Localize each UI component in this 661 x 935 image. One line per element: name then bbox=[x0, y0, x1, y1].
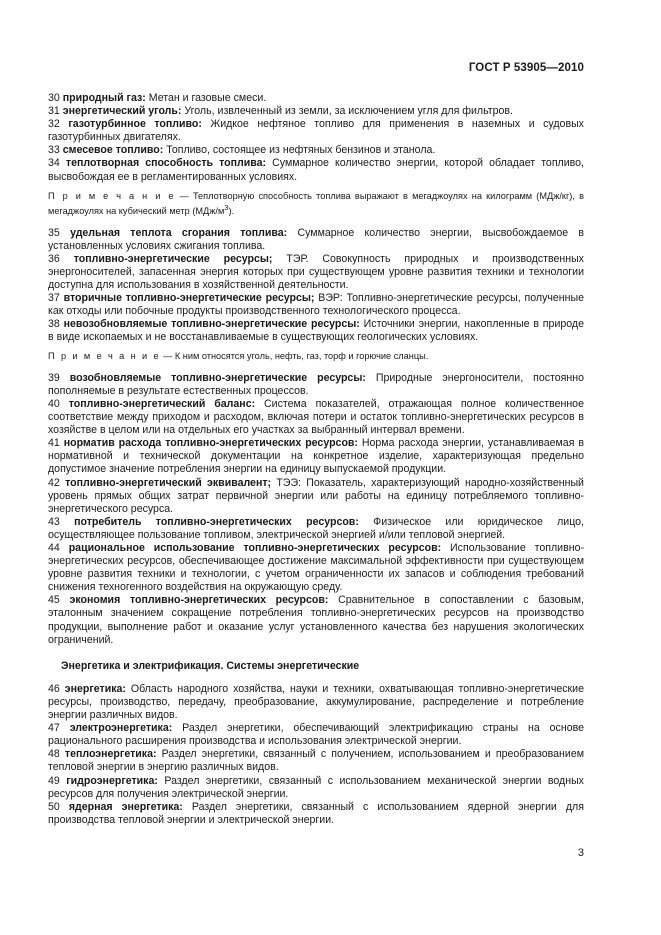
term-definition: Уголь, извлеченный из земли, за исключением угля для фильтров. bbox=[184, 105, 514, 118]
note-label: П р и м е ч а н и е bbox=[48, 351, 161, 362]
note-calorific-value bbox=[48, 191, 584, 218]
term-number: 38 bbox=[48, 318, 60, 331]
term-entry bbox=[48, 516, 584, 542]
term-name: энергетика: bbox=[64, 682, 126, 695]
term-name: природный газ: bbox=[62, 92, 146, 104]
term-name: удельная теплота сгорания топлива: bbox=[70, 226, 288, 239]
term-name: электроэнергетика: bbox=[69, 722, 173, 735]
term-number: 32 bbox=[48, 118, 60, 131]
term-number: 30 bbox=[48, 92, 60, 104]
term-definition: Раздел энергетики, обеспечивающий электрификацию страны на основе рационального расширения производства и использования электрической энергии. bbox=[48, 722, 584, 748]
note-text: — Теплотворную способность топлива выражают в мегаджоулях на килограмм (МДж/кг), в мегаджоулях на кубический метр (МДж/м bbox=[48, 190, 584, 217]
term-number: 49 bbox=[48, 774, 60, 787]
term-definition: Метан и газовые смеси. bbox=[148, 92, 267, 104]
term-list-2 bbox=[48, 227, 584, 345]
term-entry bbox=[48, 398, 584, 437]
term-entry bbox=[48, 748, 584, 774]
term-name: смесевое топливо: bbox=[62, 144, 164, 157]
term-number: 41 bbox=[48, 437, 60, 450]
term-number: 50 bbox=[48, 800, 60, 813]
note-superscript: 3 bbox=[224, 203, 229, 213]
term-definition: ТЭЭ: Показатель, характеризующий народно-хозяйственный уровень прямых общих затрат первичной энергии или работы на единицу потребляемого топливно-энергетического ресурса. bbox=[48, 476, 584, 515]
term-entry bbox=[48, 801, 584, 827]
term-definition: ВЭР: Топливно-энергетические ресурсы, полученные как отходы или побочные продукты производственного технологического процесса. bbox=[48, 292, 585, 318]
term-number: 31 bbox=[48, 105, 60, 118]
term-definition: Сравнительное в сопоставлении с базовым, эталонным значением сокращение потребления топливно-энергетических ресурсов на производство продукции, выполнение работ и оказание услуг установленного качества без нарушения экологических ограничений. bbox=[48, 594, 584, 646]
term-entry bbox=[48, 542, 584, 594]
term-name: вторичные топливно-энергетические ресурсы; bbox=[63, 292, 315, 304]
term-name: невозобновляемые топливно-энергетические ресурсы: bbox=[63, 318, 360, 331]
term-number: 33 bbox=[48, 144, 60, 157]
term-definition: Топливо, состоящее из нефтяных бензинов и этанола. bbox=[166, 144, 436, 157]
term-entry bbox=[48, 477, 584, 516]
term-name: топливно-энергетический эквивалент; bbox=[65, 476, 272, 489]
page-number: 3 bbox=[577, 847, 584, 859]
note-tail: ). bbox=[228, 206, 235, 217]
term-definition: Физическое или юридическое лицо, осуществляющее пользование топливом, электрической энергией и/или тепловой энергией. bbox=[48, 515, 585, 541]
term-definition: Использование топливно-энергетических ресурсов, обеспечивающее достижение максимальной эффективности при существующем уровне развития техники и технологии, с учетом ограниченности их запасов и соблюдения требований снижения техногенного воздействия на окружающую среду. bbox=[48, 542, 584, 594]
term-definition: ТЭР. Совокупность природных и производственных энергоносителей, запасенная энергия которых при существующем уровне развития техники и технологии доступна для использования в хозяйственной деятельности. bbox=[48, 252, 584, 291]
term-number: 43 bbox=[48, 515, 60, 528]
term-number: 46 bbox=[48, 682, 60, 695]
term-list-1 bbox=[48, 92, 584, 184]
term-number: 40 bbox=[48, 397, 60, 410]
term-definition: Система показателей, отражающая полное количественное соответствие между приходом и расходом, включая потери и остаток топливно-энергетических ресурсов в хозяйстве в целом или на отдельных его участках за выбранный интервал времени. bbox=[48, 397, 584, 437]
note-label: П р и м е ч а н и е bbox=[48, 190, 176, 201]
term-definition: Раздел энергетики, связанный с получением, использованием и преобразованием тепловой энергии в энергию различных видов. bbox=[48, 748, 584, 774]
term-number: 44 bbox=[48, 542, 60, 554]
term-number: 45 bbox=[48, 594, 60, 607]
term-entry bbox=[48, 105, 584, 118]
term-entry bbox=[48, 372, 584, 398]
term-entry bbox=[48, 253, 584, 292]
term-entry bbox=[48, 227, 584, 253]
term-definition: Суммарное количество энергии, которой обладает топливо, высвобождая ее в регламентированных условиях. bbox=[48, 157, 584, 183]
term-name: экономия топливно-энергетических ресурсов: bbox=[69, 594, 329, 607]
term-number: 48 bbox=[48, 748, 60, 761]
term-definition: Раздел энергетики, связанный с использованием механической энергии водных ресурсов для получения электрической энергии. bbox=[48, 774, 584, 800]
section-heading: Энергетика и электрификация. Системы энергетические bbox=[61, 659, 360, 672]
document-body bbox=[48, 92, 584, 827]
term-number: 42 bbox=[48, 476, 60, 489]
term-definition: Норма расхода энергии, устанавливаемая в нормативной и технической документации на конкретное изделие, характеризующая предельно допустимое значение потребления энергии на единицу выпускаемой продукции. bbox=[48, 437, 584, 476]
term-definition: Жидкое нефтяное топливо для применения в наземных и судовых газотурбинных двигателях. bbox=[48, 118, 584, 144]
term-entry bbox=[48, 437, 584, 476]
term-number: 37 bbox=[48, 292, 60, 304]
term-name: рациональное использование топливно-энергетических ресурсов: bbox=[68, 542, 442, 554]
term-name: норматив расхода топливно-энергетических ресурсов: bbox=[63, 437, 358, 450]
term-definition: Природные энергоносители, постоянно пополняемые в результате естественных процессов. bbox=[48, 371, 584, 397]
term-definition: Область народного хозяйства, науки и техники, охватывающая топливно-энергетические ресурсы, производство, передачу, преобразование, аккумулирование, распределение и потребление энергии различных видов. bbox=[48, 682, 584, 722]
term-name: топливно-энергетический баланс: bbox=[68, 397, 256, 410]
term-entry bbox=[48, 594, 584, 646]
term-number: 34 bbox=[48, 157, 60, 170]
term-number: 36 bbox=[48, 252, 60, 265]
term-definition: Суммарное количество энергии, высвобождаемое в установленных условиях сжигания топлива. bbox=[48, 226, 584, 252]
term-name: топливно-энергетические ресурсы; bbox=[73, 252, 273, 265]
term-entry bbox=[48, 722, 584, 748]
term-definition: Раздел энергетики, связанный с использованием ядерной энергии для производства тепловой энергии и электрической энергии. bbox=[48, 800, 584, 826]
term-name: гидроэнергетика: bbox=[66, 774, 158, 787]
term-entry bbox=[48, 318, 584, 344]
term-entry bbox=[48, 157, 584, 183]
term-name: теплотворная способность топлива: bbox=[65, 157, 267, 170]
document-id: ГОСТ Р 53905—2010 bbox=[468, 62, 584, 74]
term-name: теплоэнергетика: bbox=[64, 748, 157, 761]
term-list-4 bbox=[48, 683, 584, 827]
term-entry bbox=[48, 292, 584, 318]
term-entry bbox=[48, 92, 584, 105]
term-entry bbox=[48, 775, 584, 801]
term-name: газотурбинное топливо: bbox=[68, 118, 202, 131]
term-name: потребитель топливно-энергетических ресурсов: bbox=[74, 515, 359, 528]
term-definition: Источники энергии, накопленные в природе в виде ископаемых и не восстанавливаемые в существующих геологических условиях. bbox=[48, 318, 584, 344]
note-text: — К ним относятся уголь, нефть, газ, торф и горючие сланцы. bbox=[160, 351, 429, 362]
term-entry bbox=[48, 144, 584, 157]
term-number: 39 bbox=[48, 371, 60, 384]
term-name: возобновляемые топливно-энергетические ресурсы: bbox=[69, 371, 366, 384]
term-name: ядерная энергетика: bbox=[68, 800, 183, 813]
term-number: 47 bbox=[48, 722, 60, 735]
term-entry bbox=[48, 683, 584, 722]
note-nonrenewable bbox=[48, 351, 584, 362]
term-entry bbox=[48, 118, 584, 144]
term-list-3 bbox=[48, 372, 584, 647]
term-number: 35 bbox=[48, 226, 60, 239]
term-name: энергетический уголь: bbox=[62, 105, 182, 118]
